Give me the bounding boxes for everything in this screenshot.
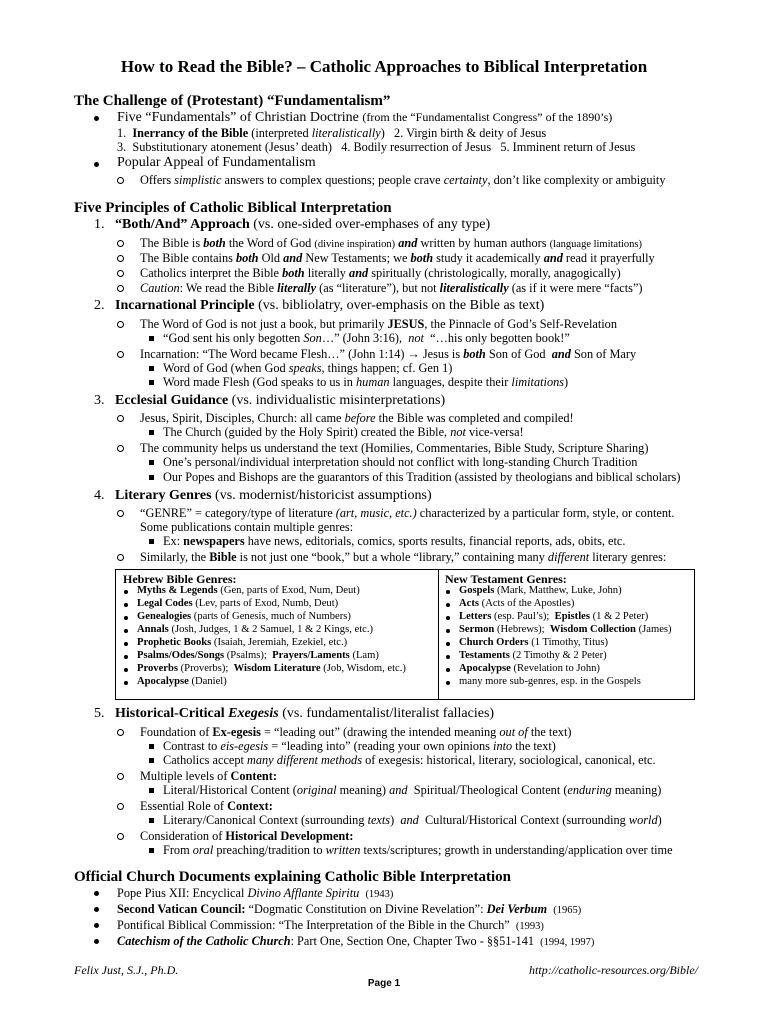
square-bullet-icon <box>149 788 154 793</box>
list-item: The community helps us understand the text (Homilies, Commentaries, Bible Study, Scripture Sharing) <box>140 441 649 455</box>
circle-bullet-icon <box>117 285 124 292</box>
circle-bullet-icon <box>117 554 124 561</box>
bullet-icon <box>446 590 450 594</box>
list-item: Word made Flesh (God speaks to us in human languages, despite their limitations) <box>163 375 569 389</box>
square-bullet-icon <box>149 539 154 544</box>
list-item: Word of God (when God speaks, things happen; cf. Gen 1) <box>163 361 453 375</box>
principle-heading: 2. Incarnational Principle (vs. bibliolatry, over-emphasis on the Bible as text) <box>94 298 545 313</box>
bullet-icon <box>124 668 128 672</box>
table-divider <box>438 570 439 699</box>
circle-bullet-icon <box>117 351 124 358</box>
list-item: Psalms/Odes/Songs (Psalms); Prayers/Laments (Lam) <box>137 650 379 661</box>
bullet-icon <box>124 590 128 594</box>
list-item: Jesus, Spirit, Disciples, Church: all came before the Bible was completed and compiled! <box>140 411 574 425</box>
bullet-icon <box>446 629 450 633</box>
bullet-icon <box>446 642 450 646</box>
footer-author: Felix Just, S.J., Ph.D. <box>74 963 179 977</box>
genres-table <box>115 569 695 700</box>
list-item: many more sub-genres, esp. in the Gospels <box>459 676 641 687</box>
bullet-icon <box>94 939 99 944</box>
list-item: Annals (Josh, Judges, 1 & 2 Samuel, 1 & 2 Kings, etc.) <box>137 624 374 635</box>
list-item: “GENRE” = category/type of literature (art, music, etc.) characterized by a particular form, style, or content. <box>140 506 675 520</box>
list-item: Essential Role of Context: <box>140 799 273 813</box>
section-heading-fundamentalism: The Challenge of (Protestant) “Fundamentalism” <box>74 93 391 109</box>
list-item: Multiple levels of Content: <box>140 769 277 783</box>
list-item: Testaments (2 Timothy & 2 Peter) <box>459 650 607 661</box>
list-item: Apocalypse (Revelation to John) <box>459 663 600 674</box>
circle-bullet-icon <box>117 803 124 810</box>
bullet-icon <box>124 603 128 607</box>
list-item: Five “Fundamentals” of Christian Doctrine (from the “Fundamentalist Congress” of the 1890’s) <box>117 110 613 125</box>
page-number: Page 1 <box>367 978 401 989</box>
square-bullet-icon <box>149 460 154 465</box>
list-item: One’s personal/individual interpretation should not conflict with long-standing Church Tradition <box>163 455 638 469</box>
list-item: Gospels (Mark, Matthew, Luke, John) <box>459 585 622 596</box>
bullet-icon <box>94 162 99 167</box>
square-bullet-icon <box>149 430 154 435</box>
bullet-icon <box>124 642 128 646</box>
list-item: Offers simplistic answers to complex questions; people crave certainty, don’t like complexity or ambiguity <box>140 173 666 187</box>
list-item: Ex: newspapers have news, editorials, comics, sports results, financial reports, ads, obits, etc. <box>163 534 626 548</box>
bullet-icon <box>124 616 128 620</box>
circle-bullet-icon <box>117 415 124 422</box>
hebrew-genres-heading: Hebrew Bible Genres: <box>123 572 237 586</box>
list-item: Acts (Acts of the Apostles) <box>459 598 575 609</box>
list-item: Some publications contain multiple genres: <box>140 520 354 534</box>
circle-bullet-icon <box>117 833 124 840</box>
square-bullet-icon <box>149 744 154 749</box>
list-item: Prophetic Books (Isaiah, Jeremiah, Ezekiel, etc.) <box>137 637 348 648</box>
square-bullet-icon <box>149 848 154 853</box>
list-item: Caution: We read the Bible literally (as “literature”), but not literalistically (as if it were mere “facts”) <box>140 281 643 295</box>
circle-bullet-icon <box>117 240 124 247</box>
list-item: Literal/Historical Content (original meaning) and Spiritual/Theological Content (enduring meaning) <box>163 783 662 797</box>
list-item: Legal Codes (Lev, parts of Exod, Numb, Deut) <box>137 598 339 609</box>
list-item: Pontifical Biblical Commission: “The Interpretation of the Bible in the Church” (1993) <box>117 918 544 932</box>
list-item: 1. Inerrancy of the Bible (interpreted literalistically) 2. Virgin birth & deity of Jesus <box>117 126 547 140</box>
list-item: 3. Substitutionary atonement (Jesus’ death) 4. Bodily resurrection of Jesus 5. Imminent return of Jesus <box>117 140 636 154</box>
list-item: Contrast to eis-egesis = “leading into” (reading your own opinions into the text) <box>163 739 556 753</box>
bullet-icon <box>124 681 128 685</box>
bullet-icon <box>446 668 450 672</box>
square-bullet-icon <box>149 380 154 385</box>
nt-genres-heading: New Testament Genres: <box>445 572 567 586</box>
list-item: Church Orders (1 Timothy, Titus) <box>459 637 608 648</box>
footer-url[interactable]: http://catholic-resources.org/Bible/ <box>529 963 698 977</box>
list-item: The Bible is both the Word of God (divine inspiration) and written by human authors (language limitations) <box>140 236 643 250</box>
bullet-icon <box>94 891 99 896</box>
list-item: Catholics accept many different methods of exegesis: historical, literary, sociological, canonical, etc. <box>163 753 656 767</box>
bullet-icon <box>94 923 99 928</box>
list-item: Catholics interpret the Bible both literally and spiritually (christologically, morally, anagogically) <box>140 266 621 280</box>
list-item: Apocalypse (Daniel) <box>137 676 227 687</box>
list-item: “God sent his only begotten Son…” (John 3:16), not “…his only begotten book!” <box>163 331 570 345</box>
square-bullet-icon <box>149 818 154 823</box>
list-item: Second Vatican Council: “Dogmatic Constitution on Divine Revelation”: Dei Verbum (1965) <box>117 902 582 916</box>
list-item: Popular Appeal of Fundamentalism <box>117 155 316 170</box>
bullet-icon <box>446 616 450 620</box>
list-item: Incarnation: “The Word became Flesh…” (John 1:14) → Jesus is both Son of God and Son of Mary <box>140 347 637 361</box>
bullet-icon <box>446 655 450 659</box>
list-item: Myths & Legends (Gen, parts of Exod, Num, Deut) <box>137 585 360 596</box>
list-item: Catechism of the Catholic Church: Part One, Section One, Chapter Two - §§51-141 (1994, 1997) <box>117 934 595 948</box>
section-heading-official-documents: Official Church Documents explaining Catholic Bible Interpretation <box>74 869 511 885</box>
list-item: Pope Pius XII: Encyclical Divino Afflante Spiritu (1943) <box>117 886 394 900</box>
square-bullet-icon <box>149 758 154 763</box>
circle-bullet-icon <box>117 445 124 452</box>
bullet-icon <box>94 116 99 121</box>
bullet-icon <box>124 655 128 659</box>
list-item: The Church (guided by the Holy Spirit) created the Bible, not vice-versa! <box>163 425 524 439</box>
principle-heading: 5. Historical-Critical Exegesis (vs. fundamentalist/literalist fallacies) <box>94 706 495 721</box>
bullet-icon <box>446 681 450 685</box>
list-item: Sermon (Hebrews); Wisdom Collection (James) <box>459 624 672 635</box>
list-item: Proverbs (Proverbs); Wisdom Literature (Job, Wisdom, etc.) <box>137 663 406 674</box>
page-title: How to Read the Bible? – Catholic Approaches to Biblical Interpretation <box>120 57 648 76</box>
circle-bullet-icon <box>117 773 124 780</box>
circle-bullet-icon <box>117 510 124 517</box>
bullet-icon <box>124 629 128 633</box>
section-heading-five-principles: Five Principles of Catholic Biblical Interpretation <box>74 200 392 216</box>
circle-bullet-icon <box>117 255 124 262</box>
principle-heading: 1. “Both/And” Approach (vs. one-sided over-emphases of any type) <box>94 217 491 232</box>
list-item: Foundation of Ex-egesis = “leading out” (drawing the intended meaning out of the text) <box>140 725 572 739</box>
list-item: From oral preaching/tradition to written texts/scriptures; growth in understanding/application over time <box>163 843 673 857</box>
list-item: Consideration of Historical Development: <box>140 829 354 843</box>
bullet-icon <box>94 907 99 912</box>
circle-bullet-icon <box>117 321 124 328</box>
list-item: The Bible contains both Old and New Testaments; we both study it academically and read it prayerfully <box>140 251 655 265</box>
principle-heading: 4. Literary Genres (vs. modernist/historicist assumptions) <box>94 488 432 503</box>
principle-heading: 3. Ecclesial Guidance (vs. individualistic misinterpretations) <box>94 393 446 408</box>
list-item: Letters (esp. Paul’s); Epistles (1 & 2 Peter) <box>459 611 649 622</box>
list-item: Our Popes and Bishops are the guarantors of this Tradition (assisted by theologians and biblical scholars) <box>163 470 681 484</box>
circle-bullet-icon <box>117 270 124 277</box>
list-item: Genealogies (parts of Genesis, much of Numbers) <box>137 611 351 622</box>
square-bullet-icon <box>149 475 154 480</box>
square-bullet-icon <box>149 336 154 341</box>
circle-bullet-icon <box>117 177 124 184</box>
list-item: The Word of God is not just a book, but primarily JESUS, the Pinnacle of God’s Self-Revelation <box>140 317 617 331</box>
bullet-icon <box>446 603 450 607</box>
list-item: Similarly, the Bible is not just one “book,” but a whole “library,” containing many different literary genres: <box>140 550 667 564</box>
square-bullet-icon <box>149 366 154 371</box>
list-item: Literary/Canonical Context (surrounding texts) and Cultural/Historical Context (surrounding world) <box>163 813 662 827</box>
circle-bullet-icon <box>117 729 124 736</box>
